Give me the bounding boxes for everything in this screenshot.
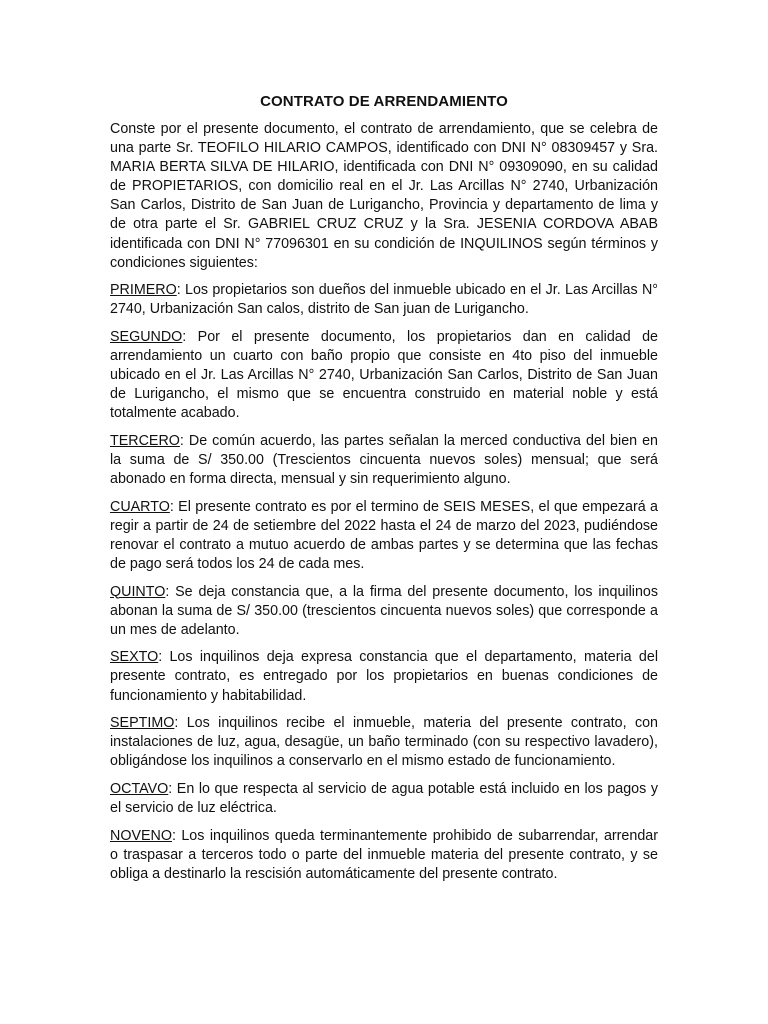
clause-label: SEGUNDO [110,328,183,345]
clause-noveno [110,827,658,884]
clause-text: : En lo que respecta al servicio de agua potable está incluido en los pagos y el servicio de luz eléctrica. [110,780,658,816]
clause-label: QUINTO [110,583,166,600]
clause-text: : Los inquilinos queda terminantemente prohibido de subarrendar, arrendar o traspasar a terceros todo o parte del inmueble materia del presente contrato, y se obliga a destinarlo la rescisión automáticamente del presente contrato. [110,827,658,882]
clause-label: SEXTO [110,649,159,666]
clause-tercero [110,432,658,489]
clause-septimo [110,714,658,771]
clause-text: : De común acuerdo, las partes señalan la merced conductiva del bien en la suma de S/ 350.00 (Trescientos cincuenta nuevos soles) mensual; que será abonado en forma directa, mensual y sin requerimiento alguno. [110,432,658,488]
clause-text: : Se deja constancia que, a la firma del presente documento, los inquilinos abonan la suma de S/ 350.00 (trescientos cincuenta nuevos soles) que corresponde a un mes de adelanto. [110,583,658,638]
clause-label: OCTAVO [110,780,169,797]
clause-primero [110,281,658,319]
clause-text: : El presente contrato es por el termino de SEIS MESES, el que empezará a regir a partir de 24 de setiembre del 2022 hasta el 24 de marzo del 2023, pudiéndose renovar el contrato a mutuo acuerdo de ambas partes y se determina que las fechas de pago será todos los 24 de cada mes. [110,498,658,572]
clause-octavo [110,780,658,818]
clause-label: CUARTO [110,498,170,515]
document-title: CONTRATO DE ARRENDAMIENTO [260,93,508,110]
clause-sexto [110,648,658,705]
clause-label: TERCERO [110,432,180,449]
clause-text: : Los inquilinos recibe el inmueble, materia del presente contrato, con instalaciones de luz, agua, desagüe, un baño terminado (con su respectivo lavadero), obligándose los inquilinos a conservarlo en el mismo estado de funcionamiento. [110,715,658,770]
clause-text: : Los inquilinos deja expresa constancia que el departamento, materia del presente contrato, es entregado por los propietarios en buenas condiciones de funcionamiento y habitabilidad. [110,649,658,704]
clause-label: NOVENO [110,827,172,844]
clause-cuarto [110,498,658,574]
clause-quinto [110,583,658,640]
intro-paragraph: Conste por el presente documento, el contrato de arrendamiento, que se celebra de una parte Sr. TEOFILO HILARIO CAMPOS, identificado con DNI N° 08309457 y Sra. MARIA BERTA SILVA DE HILARIO, identificada con DNI N° 09309090, en su calidad de PROPIETARIOS, con domicilio real en el Jr. Las Arcillas N° 2740, Urbanización San Carlos, Distrito de San Juan de Lurigancho, Provincia y departamento de lima y de otra parte el Sr. GABRIEL CRUZ CRUZ y la Sra. JESENIA CORDOVA ABAB identificada con DNI N° 77096301 en su condición de INQUILINOS según términos y condiciones siguientes: [110,121,658,271]
clause-label: SEPTIMO [110,715,175,732]
document-page [110,92,658,892]
clause-text: : Por el presente documento, los propietarios dan en calidad de arrendamiento un cuarto con baño propio que consiste en 4to piso del inmueble ubicado en el Jr. Las Arcillas N° 2740, Urbanización San Carlos, Distrito de San Juan de Lurigancho, el mismo que se encuentra construido en material noble y está totalmente acabado. [110,328,658,422]
clause-label: PRIMERO [110,282,177,299]
clause-segundo [110,328,658,423]
clause-text: : Los propietarios son dueños del inmueble ubicado en el Jr. Las Arcillas N° 2740, Urbanización San calos, distrito de San juan de Lurigancho. [110,282,658,318]
